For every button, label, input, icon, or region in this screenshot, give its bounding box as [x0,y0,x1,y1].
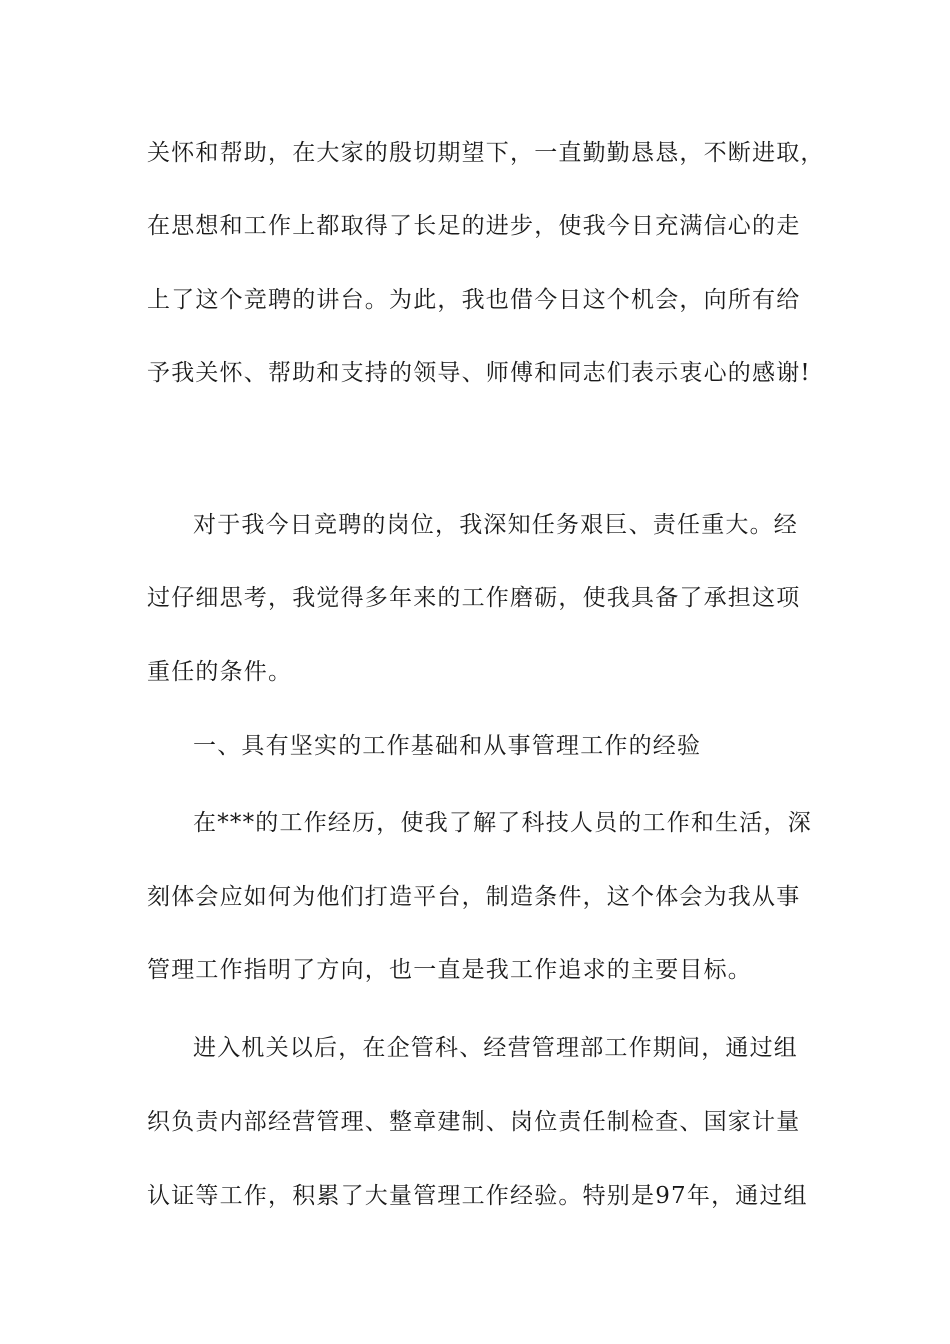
paragraph-line: 过仔细思考，我觉得多年来的工作磨砺，使我具备了承担这项 [147,585,801,611]
paragraph-line: 对于我今日竞聘的岗位，我深知任务艰巨、责任重大。经 [193,512,798,538]
paragraph-line: 刻体会应如何为他们打造平台，制造条件，这个体会为我从事 [147,884,801,910]
paragraph-line: 进入机关以后，在企管科、经营管理部工作期间，通过组 [193,1035,798,1061]
paragraph-line: 在***的工作经历，使我了解了科技人员的工作和生活，深 [193,810,812,836]
section-heading: 一、具有坚实的工作基础和从事管理工作的经验 [193,733,702,759]
paragraph-line: 关怀和帮助，在大家的殷切期望下，一直勤勤恳恳，不断进取， [147,140,825,166]
paragraph-line: 认证等工作，积累了大量管理工作经验。特别是97年，通过组 [147,1183,808,1209]
paragraph-line: 重任的条件。 [147,659,293,685]
paragraph-line: 织负责内部经营管理、整章建制、岗位责任制检查、国家计量 [147,1109,801,1135]
paragraph-line: 管理工作指明了方向，也一直是我工作追求的主要目标。 [147,957,752,983]
paragraph-line: 在思想和工作上都取得了长足的进步，使我今日充满信心的走 [147,213,801,239]
paragraph-line: 予我关怀、帮助和支持的领导、师傅和同志们表示衷心的感谢! [147,360,811,386]
paragraph-line: 上了这个竞聘的讲台。为此，我也借今日这个机会，向所有给 [147,287,801,313]
